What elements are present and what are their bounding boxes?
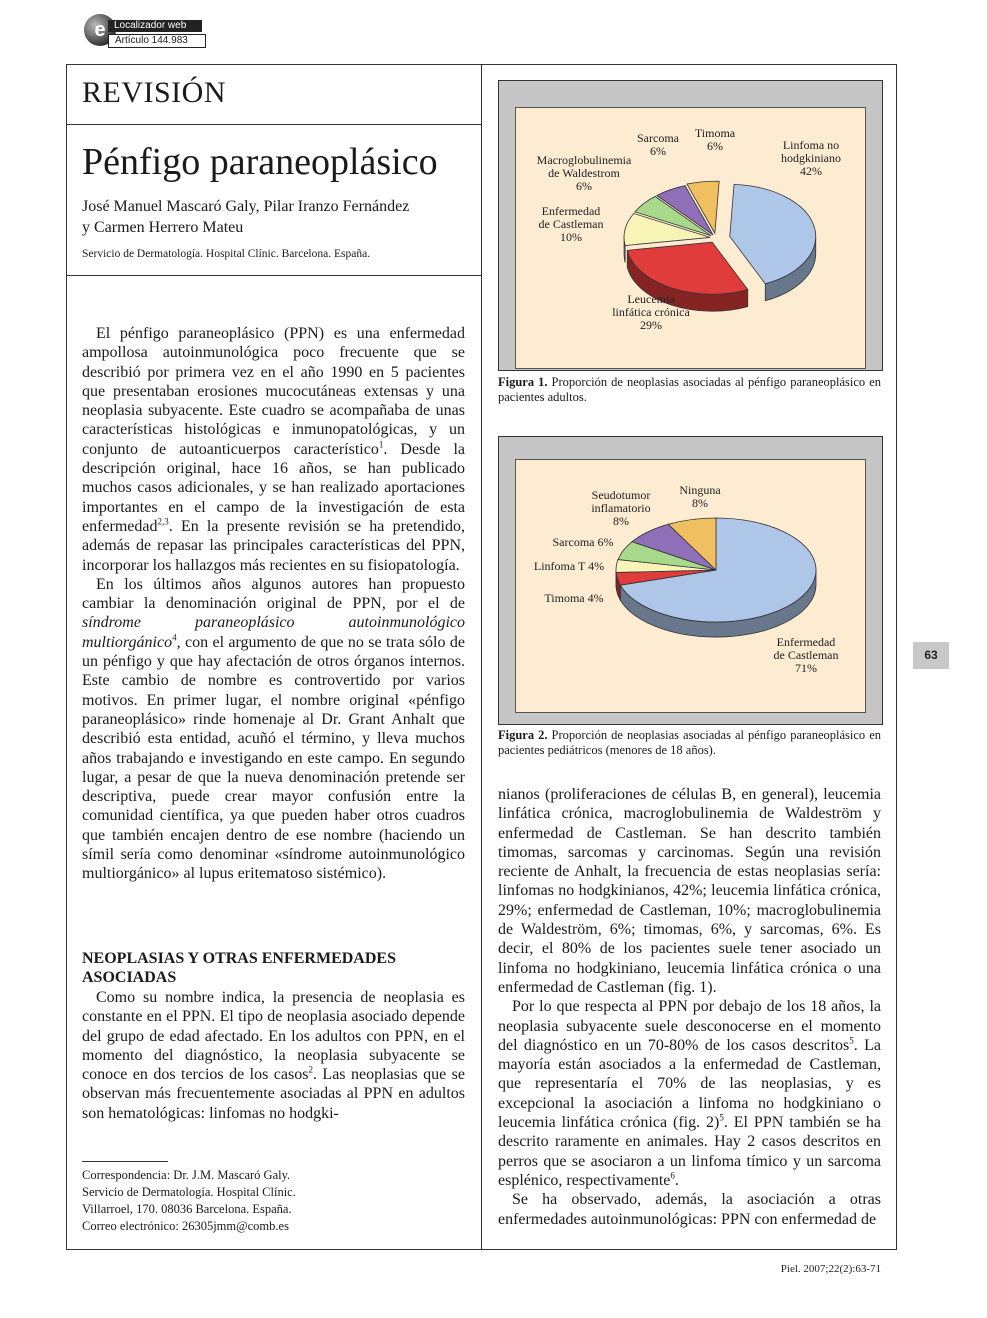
pie1-label-leucemia: Leucemia linfática crónica 29% [612,292,690,332]
authors-line-1: José Manuel Mascaró Galy, Pilar Iranzo Fernández [82,198,410,215]
left-column-text-2 [82,988,465,1123]
pie2-label-timoma: Timoma 4% [544,591,604,605]
affiliation: Servicio de Dermatología. Hospital Clínic. Barcelona. España. [82,248,371,260]
authors [82,196,472,238]
pie2-label-linfoma-t: Linfoma T 4% [533,559,605,573]
figure-2-plot-area [515,459,866,713]
section-rule [66,124,481,125]
pie1-label-castleman: Enfermedad de Castleman 10% [538,204,604,244]
left-column-text [82,324,465,884]
section-label: REVISIÓN [82,76,226,109]
pie1-label-macroglobulinemia: Macroglobulinemia de Waldestrom 6% [536,153,632,193]
figure-2 [498,436,883,725]
figure-2-pie-chart [516,460,865,712]
web-locator-badge [84,14,200,48]
journal-citation: Piel. 2007;22(2):63-71 [780,1263,881,1275]
authors-line-2: y Carmen Herrero Mateu [82,219,244,236]
pie1-label-timoma: Timoma 6% [694,126,736,153]
figure-1-pie-chart [516,108,865,368]
article-title: Pénfigo paraneoplásico [82,141,438,183]
paragraph-intro: El pénfigo paraneoplásico (PPN) es una enfermedad ampollosa autoinmunológica poco frecuente que se describió por primera vez en el año 1990 en 5 pacientes que presentaban erosiones mucocutáneas extensas y una neoplasia subyacente. Este cuadro se acompañaba de unas características histológicas e inmunopatológicas, y un conjunto de autoanticuerpos característico$^1$. Desde la descripción original, hace 16 años, se han publicado muchos casos adicionales, y se han realizado aportaciones importantes en el campo de la investigación de esta enfermedad$^{2,3}$. En la presente revisión se ha pretendido, además de repasar las principales características del PPN, incorporar los hallazgos más recientes en su fisiopatología. [82,325,465,574]
section-heading: NEOPLASIAS Y OTRAS ENFERMEDADES ASOCIADAS [82,950,396,986]
column-divider [481,64,482,1250]
pie2-label-castleman: Enfermedad de Castleman 71% [773,635,839,675]
badge-label: Localizador web [108,20,202,32]
footnote-rule [82,1161,168,1162]
badge-article-number: Artículo 144.983 [108,34,206,48]
paragraph-autoimmune: Se ha observado, además, la asociación a otras enfermedades autoinmunológicas: PPN con enfermedad de [498,1191,881,1228]
paragraph-neoplasias: Como su nombre indica, la presencia de neoplasia es constante en el PPN. El tipo de neoplasia asociado depende del grupo de edad afectado. En los adultos con PPN, en el momento del diagnóstico, la neoplasia subyacente se conoce en dos tercios de los casos$^2$. Las neoplasias que se observan más frecuentemente asociadas al PPN en adultos son hematológicas: linfomas no hodgki- [82,989,465,1122]
e-logo-icon: e [84,14,116,46]
pie1-label-sarcoma: Sarcoma 6% [637,131,679,158]
correspondence: Correspondencia: Dr. J.M. Mascaró Galy. Servicio de Dermatología. Hospital Clínic. Villarroel, 170. 08036 Barcelona. España. Correo electrónico: 26305jmm@comb.es [82,1168,296,1233]
paragraph-frequencies: nianos (proliferaciones de células B, en general), leucemia linfática crónica, macroglobulinemia de Waldeström y enfermedad de Castleman. Se han descrito también timomas, sarcomas y carcinomas. Según una revisión reciente de Anhalt, la frecuencia de estas neoplasias sería: linfomas no hodgkinianos, 42%; leucemia linfática crónica, 29%; enfermedad de Castleman, 10%; macroglobulinemia de Waldeström, 6%; timomas, 6%, y sarcomas, 6%. Es decir, el 80% de los pacientes suele tener asociado un linfoma no hodgkiniano, leucemia linfática crónica o una enfermedad de Castleman (fig. 1). [498,786,881,996]
pie1-label-linfoma: Linfoma no hodgkiniano 42% [781,138,841,178]
figure-1 [498,80,883,371]
pie2-label-ninguna: Ninguna 8% [679,483,721,510]
right-column-text [498,785,881,1229]
paragraph-pediatric: Por lo que respecta al PPN por debajo de los 18 años, la neoplasia subyacente suele desconocerse en el momento del diagnóstico en un 70-80% de los casos descritos$^5$. La mayoría están asociados a la enfermedad de Castleman, que representaría el 70% de las neoplasias, y es excepcional la asociación a linfoma no hodgkiniano o leucemia linfática crónica (fig. 2)$^5$. El PPN también se ha descrito raramente en animales. Hay 2 casos descritos en perros que se asociaron a un linfoma tímico y un sarcoma esplénico, respectivamente$^6$. [498,998,882,1189]
figure-2-caption: Figura 2. Proporción de neoplasias asociadas al pénfigo paraneoplásico en pacientes pediátricos (menores de 18 años). [498,728,881,757]
page-number: 63 [913,642,949,669]
figure-1-caption: Figura 1. Proporción de neoplasias asociadas al pénfigo paraneoplásico en pacientes adultos. [498,375,881,404]
figure-1-plot-area [515,107,866,369]
pie2-label-sarcoma: Sarcoma 6% [552,535,614,549]
pie2-label-seudotumor: Seudotumor inflamatorio 8% [591,488,651,528]
header-rule [66,275,481,276]
paragraph-nomenclature: En los últimos años algunos autores han propuesto cambiar la denominación original de PPN, por el de síndrome paraneoplásico autoinmunológico multiorgánico$^4$, con el argumento de que no se trata sólo de un pénfigo y que hay afectación de otros órganos internos. Este cambio de nombre es controvertido por varios motivos. En primer lugar, el nombre original «pénfigo paraneoplásico» rinde homenaje al Dr. Grant Anhalt que describió esta entidad, acuñó el término, y lleva muchos años trabajando e investigando en este campo. En segundo lugar, a pesar de que la nueva denominación pretende ser descriptiva, puede crear mayor confusión entre la comunidad científica, ya que pueden haber otros cuadros que también encajen dentro de ese nombre (haciendo un símil sería como denominar «síndrome autoinmunológico multiorgánico» al lupus eritematoso sistémico). [82,575,465,883]
